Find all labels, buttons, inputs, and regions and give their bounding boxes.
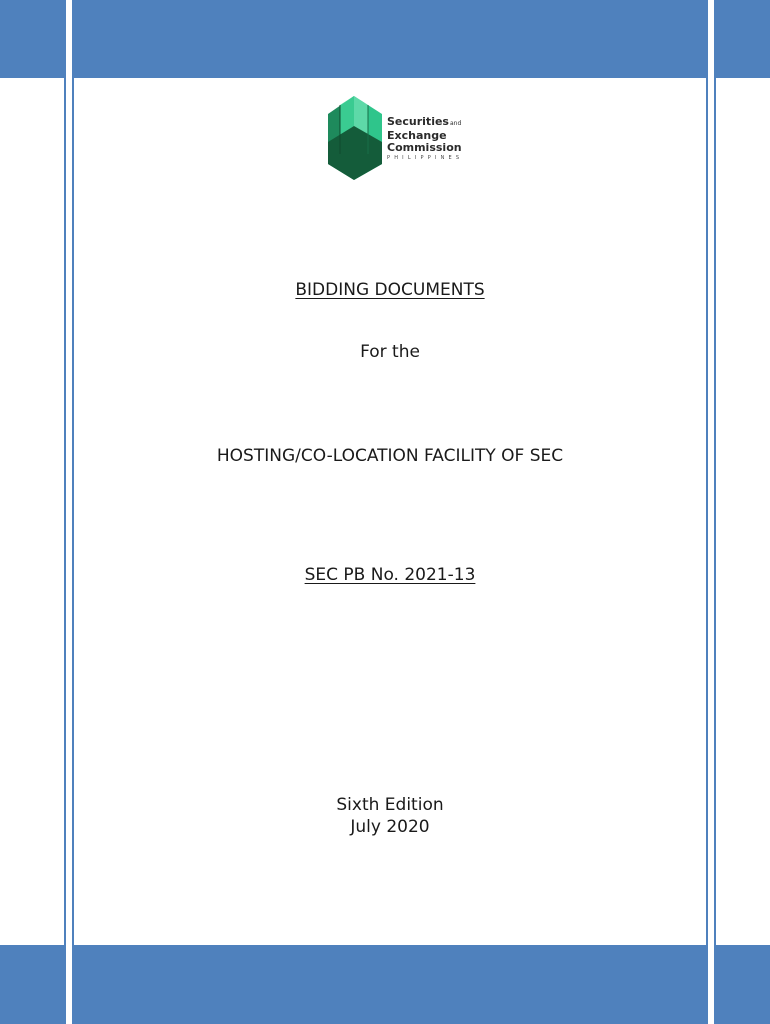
right-border-line-inner (706, 0, 708, 1024)
sec-logo (326, 96, 471, 182)
bottom-border-band (74, 945, 706, 1024)
top-border-band (74, 0, 706, 78)
logo-word-and: and (449, 120, 462, 127)
logo-country: PHILIPPINES (387, 155, 464, 161)
logo-word-commission: Commission (387, 141, 462, 154)
for-the-label: For the (360, 342, 420, 362)
left-border-line-inner (72, 0, 74, 1024)
document-title: BIDDING DOCUMENTS (295, 280, 485, 300)
right-border-line-outer (714, 0, 716, 1024)
logo-word-securities: Securities (387, 115, 449, 128)
top-border-band-right (716, 0, 770, 78)
sec-logo-icon (326, 96, 386, 182)
edition-label: Sixth Edition (336, 795, 444, 815)
project-name: HOSTING/CO-LOCATION FACILITY OF SEC (216, 446, 564, 466)
bottom-border-band-right (716, 945, 770, 1024)
sec-logo-wordmark (387, 116, 463, 162)
logo-word-exchange: Exchange (387, 129, 447, 142)
reference-number: SEC PB No. 2021-13 (304, 565, 476, 585)
left-border-line-outer (64, 0, 66, 1024)
bottom-border-band-left (0, 945, 64, 1024)
top-border-band-left (0, 0, 64, 78)
edition-date: July 2020 (350, 817, 430, 837)
